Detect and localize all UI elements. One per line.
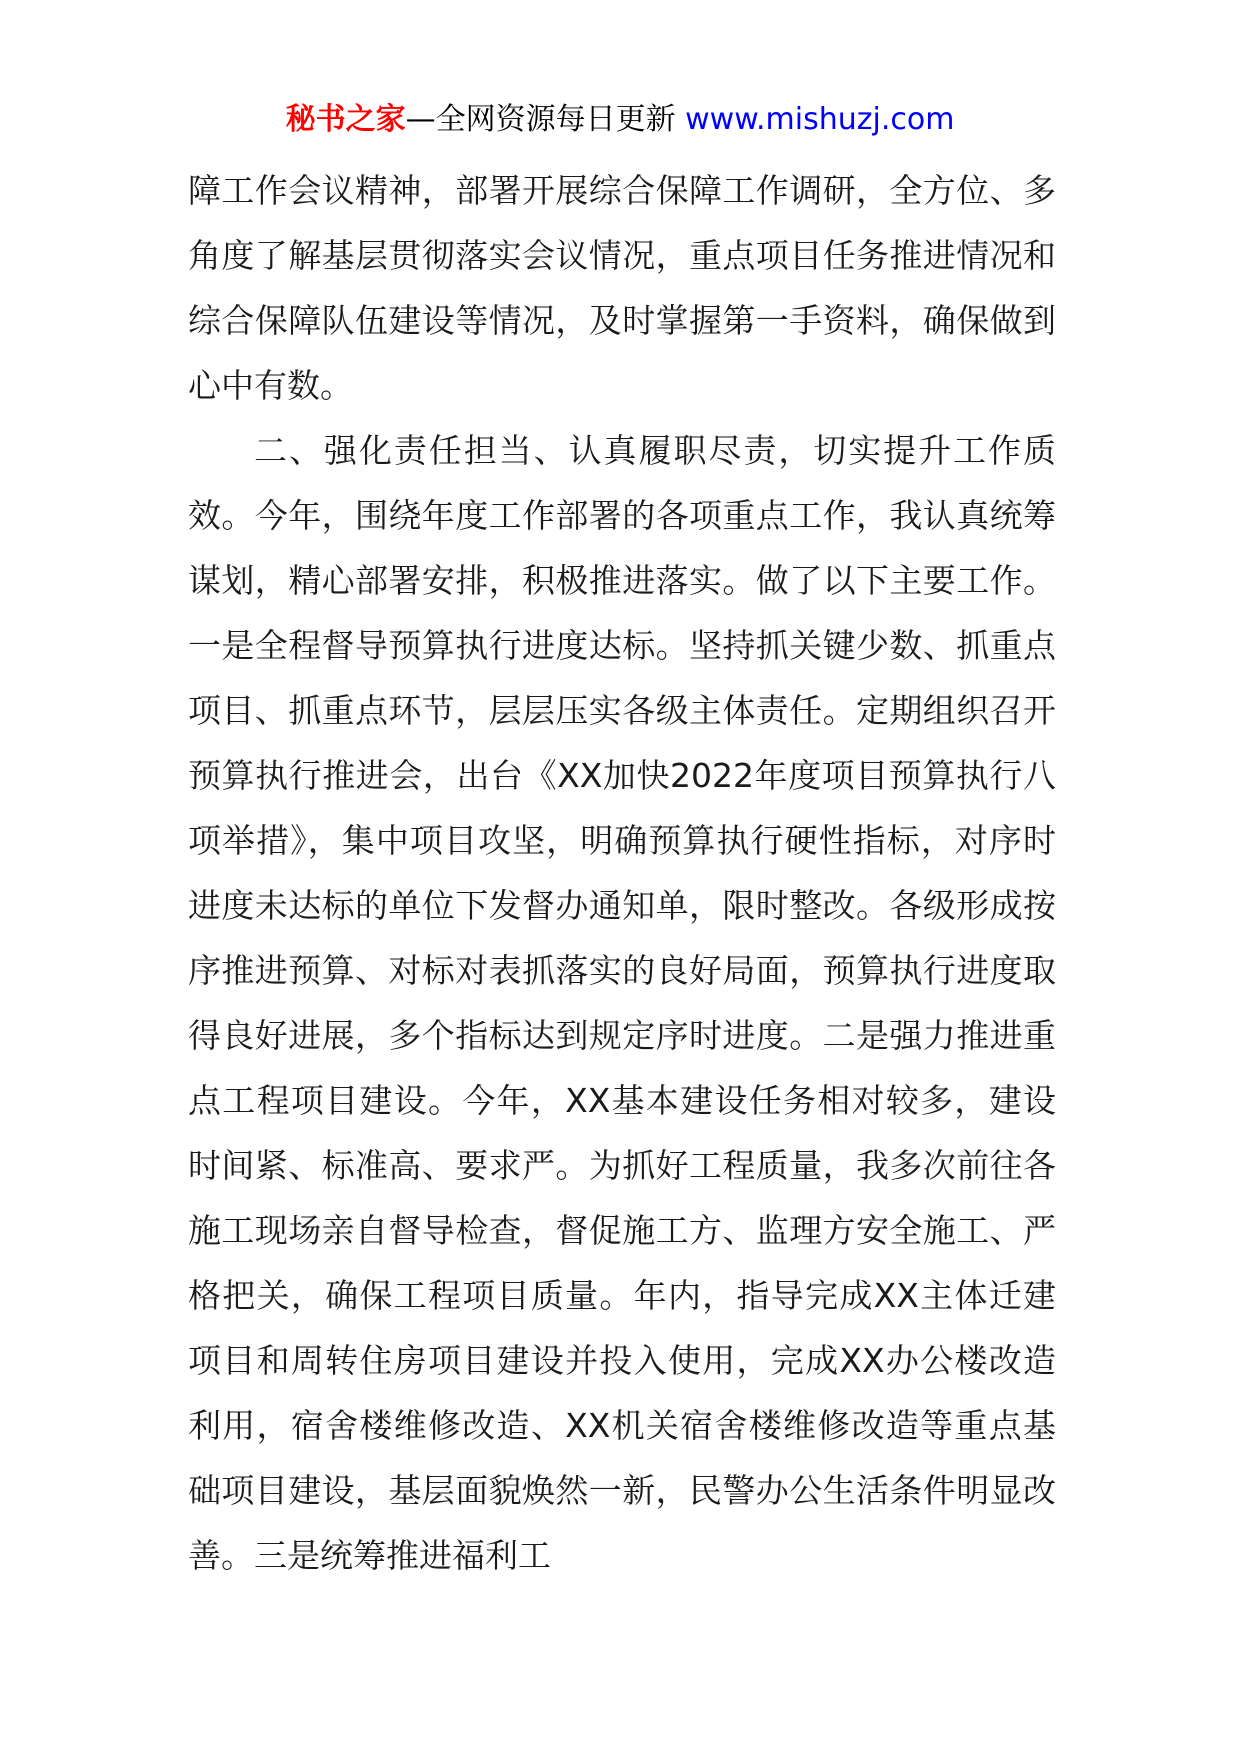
- page-header: [0, 98, 1240, 142]
- header-url[interactable]: www.mishuzj.com: [685, 102, 955, 137]
- brand-name: 秘书之家: [285, 102, 406, 137]
- paragraph-section-two: 二、强化责任担当、认真履职尽责，切实提升工作质效。今年，围绕年度工作部署的各项重点工作，我认真统筹谋划，精心部署安排，积极推进落实。做了以下主要工作。一是全程督导预算执行进度达标。坚持抓关键少数、抓重点项目、抓重点环节，层层压实各级主体责任。定期组织召开预算执行推进会，出台《XX加快2022年度项目预算执行八项举措》，集中项目攻坚，明确预算执行硬性指标，对序时进度未达标的单位下发督办通知单，限时整改。各级形成按序推进预算、对标对表抓落实的良好局面，预算执行进度取得良好进展，多个指标达到规定序时进度。二是强力推进重点工程项目建设。今年，XX基本建设任务相对较多，建设时间紧、标准高、要求严。为抓好工程质量，我多次前往各施工现场亲自督导检查，督促施工方、监理方安全施工、严格把关，确保工程项目质量。年内，指导完成XX主体迁建项目和周转住房项目建设并投入使用，完成XX办公楼改造利用，宿舍楼维修改造、XX机关宿舍楼维修改造等重点基础项目建设，基层面貌焕然一新，民警办公生活条件明显改善。三是统筹推进福利工: [188, 431, 1056, 1575]
- document-body: [188, 158, 1056, 1588]
- header-tagline: —全网资源每日更新: [405, 102, 686, 137]
- paragraph-continuation: 障工作会议精神，部署开展综合保障工作调研，全方位、多角度了解基层贯彻落实会议情况，重点项目任务推进情况和综合保障队伍建设等情况，及时掌握第一手资料，确保做到心中有数。: [188, 171, 1056, 405]
